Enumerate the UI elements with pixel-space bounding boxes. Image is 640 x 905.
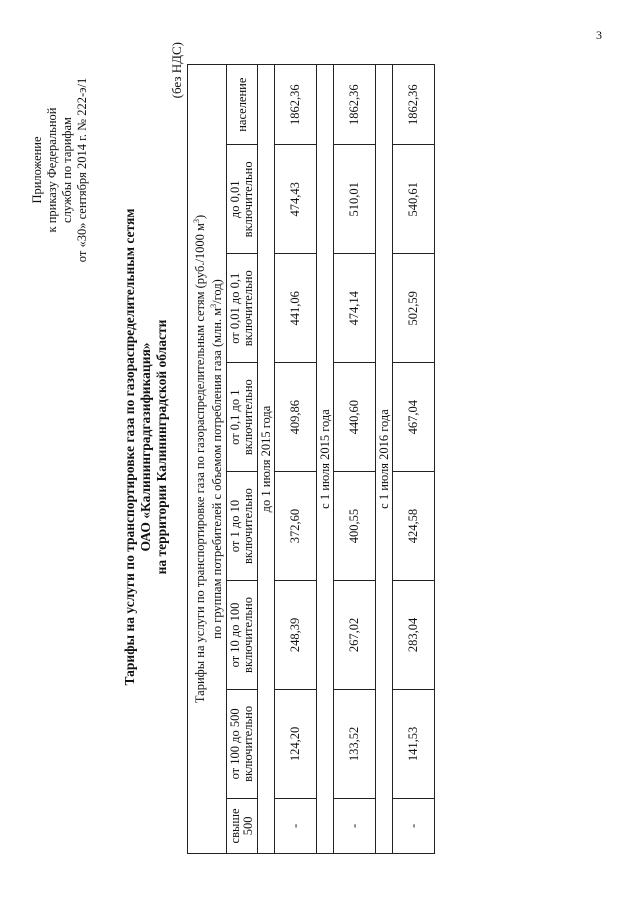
header-line1-suffix: ) bbox=[193, 214, 208, 220]
title-line: ОАО «Калининградгазификация» bbox=[138, 342, 153, 552]
table-cell: - bbox=[393, 798, 435, 853]
period-row: с 1 июля 2015 года bbox=[317, 65, 334, 854]
table-cell: 267,02 bbox=[334, 581, 376, 690]
table-cell: 441,06 bbox=[275, 254, 317, 363]
table-cell: 540,61 bbox=[393, 145, 435, 254]
table-cell: 1862,36 bbox=[275, 65, 317, 145]
group-header: от 0,01 до 0,1 включительно bbox=[227, 254, 258, 363]
table-cell: 510,01 bbox=[334, 145, 376, 254]
table-cell: 248,39 bbox=[275, 581, 317, 690]
table-cell: 400,55 bbox=[334, 472, 376, 581]
table-row bbox=[275, 65, 317, 854]
table-cell: 1862,36 bbox=[393, 65, 435, 145]
vat-note: (без НДС) bbox=[169, 42, 184, 99]
table-cell: 467,04 bbox=[393, 363, 435, 472]
group-header: население bbox=[227, 65, 258, 145]
rotated-document-sheet bbox=[30, 32, 595, 862]
header-line1-text: Тарифы на услуги по транспортировке газа по газораспределительным сетям (руб./1000 м bbox=[193, 223, 208, 704]
header-line2-text: по группам потребителей с объемом потребления газа (млн. м bbox=[210, 307, 225, 639]
group-header: до 0,01 включительно bbox=[227, 145, 258, 254]
table-cell: 502,59 bbox=[393, 254, 435, 363]
header-line1-sup: 3 bbox=[192, 219, 201, 224]
table-cell: 409,86 bbox=[275, 363, 317, 472]
table-main-header bbox=[188, 65, 227, 854]
header-line2-suffix: /год) bbox=[210, 279, 225, 304]
group-header: от 0,1 до 1 включительно bbox=[227, 363, 258, 472]
page-number: 3 bbox=[596, 28, 602, 42]
table-cell: 141,53 bbox=[393, 689, 435, 798]
document-title bbox=[122, 32, 170, 862]
group-header: свыше 500 bbox=[227, 798, 258, 853]
table-row bbox=[334, 65, 376, 854]
appendix-block bbox=[30, 40, 90, 300]
group-header: от 1 до 10 включительно bbox=[227, 472, 258, 581]
tariff-table bbox=[187, 64, 435, 854]
table-cell: 440,60 bbox=[334, 363, 376, 472]
table-cell: 283,04 bbox=[393, 581, 435, 690]
table-cell: - bbox=[334, 798, 376, 853]
appendix-line: от «30» сентября 2014 г. № 222-э/1 bbox=[75, 77, 89, 263]
table-cell: 372,60 bbox=[275, 472, 317, 581]
table-cell: - bbox=[275, 798, 317, 853]
table-cell: 124,20 bbox=[275, 689, 317, 798]
table-cell: 474,14 bbox=[334, 254, 376, 363]
appendix-line: службы по тарифам bbox=[60, 117, 74, 223]
period-row: с 1 июля 2016 года bbox=[376, 65, 393, 854]
table-row bbox=[393, 65, 435, 854]
table-cell: 133,52 bbox=[334, 689, 376, 798]
appendix-line: к приказу Федеральной bbox=[45, 107, 59, 233]
appendix-line: Приложение bbox=[30, 136, 44, 204]
title-line: на территории Калининградской области bbox=[154, 319, 169, 575]
group-header: от 100 до 500 включительно bbox=[227, 689, 258, 798]
table-cell: 424,58 bbox=[393, 472, 435, 581]
title-line: Тарифы на услуги по транспортировке газа по газораспределительным сетям bbox=[122, 208, 137, 686]
group-header: от 10 до 100 включительно bbox=[227, 581, 258, 690]
header-line2-sup: 3 bbox=[209, 303, 219, 308]
period-row: до 1 июля 2015 года bbox=[258, 65, 275, 854]
table-cell: 474,43 bbox=[275, 145, 317, 254]
table-cell: 1862,36 bbox=[334, 65, 376, 145]
